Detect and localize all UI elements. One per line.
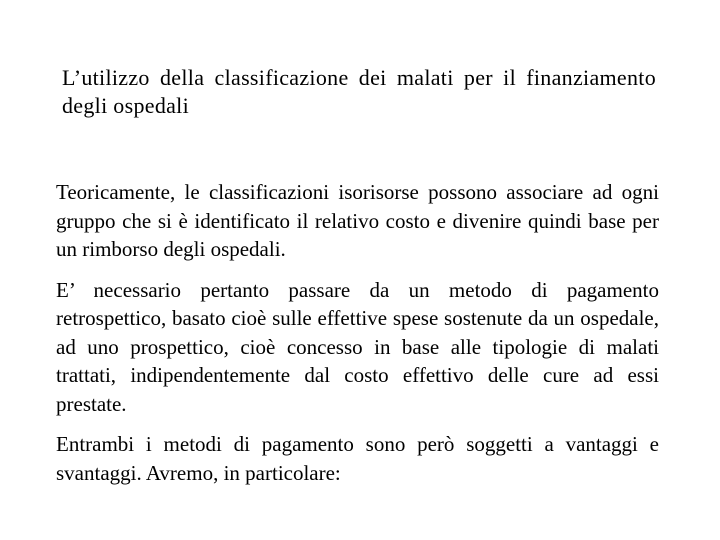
slide-title: L’utilizzo della classificazione dei malati per il finanziamento degli ospedali: [62, 65, 656, 118]
paragraph-payment-method: E’ necessario pertanto passare da un metodo di pagamento retrospettico, basato cioè sulle effettive spese sostenute da un ospedale, ad uno prospettico, cioè concesso in base alle tipologie di malati trattati, indipendentemente dal costo effettivo delle cure ad essi prestate.: [56, 277, 659, 416]
slide-body: [56, 178, 659, 499]
paragraph-theory: Teoricamente, le classificazioni isorisorse possono associare ad ogni gruppo che si è identificato il relativo costo e divenire quindi base per un rimborso degli ospedali.: [56, 180, 659, 261]
paragraph-advantages: Entrambi i metodi di pagamento sono però soggetti a vantaggi e svantaggi. Avremo, in particolare:: [56, 432, 659, 485]
